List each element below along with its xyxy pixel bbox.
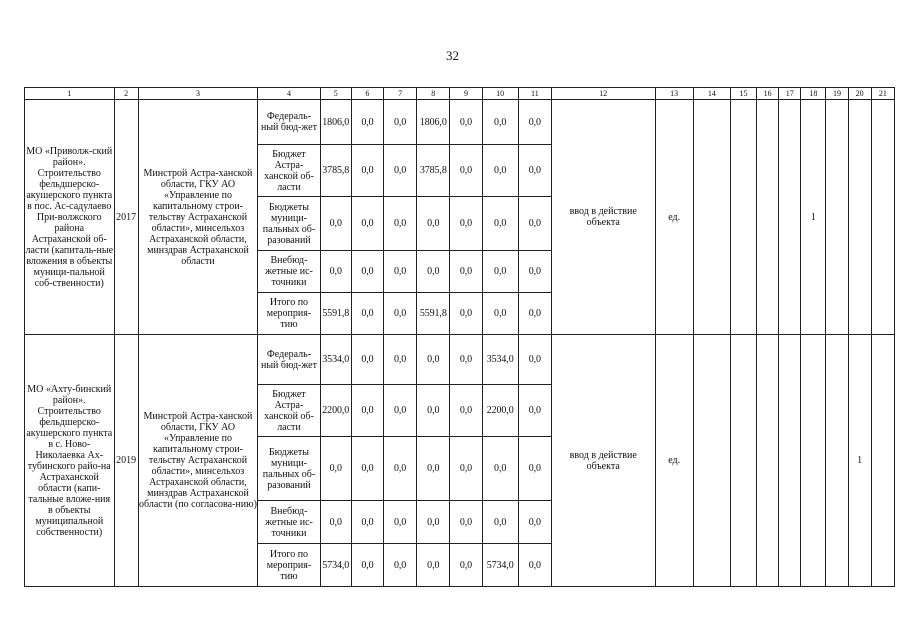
empty-cell [779, 335, 801, 587]
funding-value: 0,0 [351, 501, 383, 544]
funding-value: 0,0 [384, 145, 417, 197]
empty-cell [757, 100, 779, 335]
measure-year: 2017 [114, 100, 138, 335]
column-header: 8 [417, 88, 450, 100]
column-header: 17 [779, 88, 801, 100]
empty-cell [801, 335, 826, 587]
funding-value: 0,0 [320, 437, 351, 501]
funding-value: 2200,0 [320, 385, 351, 437]
column-header: 20 [848, 88, 871, 100]
funding-value: 0,0 [351, 335, 383, 385]
column-header: 13 [655, 88, 693, 100]
funding-value: 0,0 [417, 335, 450, 385]
indicator-value: 1 [848, 335, 871, 587]
funding-value: 0,0 [450, 335, 482, 385]
funding-value: 3785,8 [320, 145, 351, 197]
column-header: 3 [138, 88, 258, 100]
empty-cell [826, 335, 848, 587]
funding-value: 0,0 [518, 145, 551, 197]
funding-value: 0,0 [384, 335, 417, 385]
result-indicator: ввод в действие объекта [551, 100, 655, 335]
column-header: 14 [693, 88, 730, 100]
funding-value: 0,0 [320, 197, 351, 251]
table-body [25, 88, 895, 587]
funding-value: 0,0 [351, 145, 383, 197]
column-header: 7 [384, 88, 417, 100]
column-header: 18 [801, 88, 826, 100]
funding-source: Бюджеты муници-пальных об-разований [258, 197, 320, 251]
funding-value: 0,0 [450, 100, 482, 145]
funding-value: 0,0 [417, 544, 450, 587]
funding-value: 0,0 [482, 197, 518, 251]
funding-value: 0,0 [417, 197, 450, 251]
funding-value: 0,0 [351, 197, 383, 251]
unit-of-measure: ед. [655, 100, 693, 335]
funding-value: 0,0 [450, 544, 482, 587]
funding-source: Бюджеты муници-пальных об-разований [258, 437, 320, 501]
funding-value: 0,0 [384, 437, 417, 501]
funding-value: 0,0 [482, 501, 518, 544]
funding-source: Итого по мероприя-тию [258, 544, 320, 587]
funding-value: 0,0 [518, 293, 551, 335]
empty-cell [871, 335, 894, 587]
column-header: 10 [482, 88, 518, 100]
measure-name: МО «Ахту-бинский район». Строительство фельдшерско-акушерского пункта в с. Ново-Николаевка Ах-тубинского райо-на Астраханской области (капи-тальные вложе-ния в объекты муниципальной собственности) [25, 335, 115, 587]
funding-value: 0,0 [450, 385, 482, 437]
funding-source: Итого по мероприя-тию [258, 293, 320, 335]
funding-value: 3534,0 [320, 335, 351, 385]
funding-value: 0,0 [518, 501, 551, 544]
funding-value: 0,0 [320, 501, 351, 544]
funding-source: Бюджет Астра-ханской об-ласти [258, 385, 320, 437]
funding-value: 0,0 [518, 251, 551, 293]
empty-cell [826, 100, 848, 335]
funding-value: 0,0 [351, 385, 383, 437]
funding-value: 0,0 [518, 335, 551, 385]
column-header: 21 [871, 88, 894, 100]
empty-cell [871, 100, 894, 335]
column-header: 12 [551, 88, 655, 100]
column-header: 9 [450, 88, 482, 100]
table-row [25, 335, 895, 385]
funding-source: Бюджет Астра-ханской об-ласти [258, 145, 320, 197]
funding-source: Внебюд-жетные ис-точники [258, 501, 320, 544]
funding-value: 0,0 [351, 437, 383, 501]
header-row [25, 88, 895, 100]
funding-value: 1806,0 [417, 100, 450, 145]
funding-value: 0,0 [482, 145, 518, 197]
funding-value: 0,0 [482, 437, 518, 501]
funding-value: 3534,0 [482, 335, 518, 385]
funding-value: 0,0 [384, 100, 417, 145]
funding-value: 0,0 [320, 251, 351, 293]
column-header: 11 [518, 88, 551, 100]
column-header: 16 [757, 88, 779, 100]
funding-value: 0,0 [417, 501, 450, 544]
funding-value: 0,0 [450, 437, 482, 501]
indicator-value: 1 [801, 100, 826, 335]
column-header: 4 [258, 88, 320, 100]
responsible-executors: Минстрой Астра-ханской области, ГКУ АО «Управление по капитальному строи-тельству Астраханской области», минсельхоз Астраханской области, минздрав Астраханской области [138, 100, 258, 335]
funding-value: 0,0 [384, 501, 417, 544]
funding-value: 0,0 [384, 197, 417, 251]
funding-value: 0,0 [518, 385, 551, 437]
funding-value: 0,0 [518, 100, 551, 145]
program-table [24, 87, 895, 587]
funding-value: 0,0 [450, 251, 482, 293]
funding-value: 0,0 [384, 251, 417, 293]
empty-cell [757, 335, 779, 587]
funding-value: 0,0 [351, 293, 383, 335]
funding-value: 0,0 [518, 544, 551, 587]
empty-cell [693, 335, 730, 587]
funding-value: 5734,0 [320, 544, 351, 587]
empty-cell [730, 335, 756, 587]
column-header: 2 [114, 88, 138, 100]
table-row [25, 100, 895, 145]
measure-year: 2019 [114, 335, 138, 587]
funding-value: 0,0 [384, 544, 417, 587]
empty-cell [693, 100, 730, 335]
funding-value: 0,0 [351, 544, 383, 587]
funding-source: Федераль-ный бюд-жет [258, 100, 320, 145]
column-header: 15 [730, 88, 756, 100]
funding-value: 0,0 [518, 197, 551, 251]
empty-cell [779, 100, 801, 335]
page-number: 32 [446, 48, 459, 63]
funding-value: 0,0 [450, 145, 482, 197]
funding-source: Внебюд-жетные ис-точники [258, 251, 320, 293]
funding-value: 5591,8 [320, 293, 351, 335]
funding-value: 0,0 [450, 197, 482, 251]
funding-value: 0,0 [450, 501, 482, 544]
funding-value: 3785,8 [417, 145, 450, 197]
funding-value: 0,0 [450, 293, 482, 335]
funding-value: 0,0 [384, 293, 417, 335]
funding-value: 0,0 [482, 293, 518, 335]
funding-value: 0,0 [482, 251, 518, 293]
funding-value: 0,0 [384, 385, 417, 437]
funding-value: 0,0 [417, 437, 450, 501]
empty-cell [730, 100, 756, 335]
result-indicator: ввод в действие объекта [551, 335, 655, 587]
column-header: 6 [351, 88, 383, 100]
funding-value: 0,0 [351, 251, 383, 293]
column-header: 19 [826, 88, 848, 100]
funding-value: 5591,8 [417, 293, 450, 335]
column-header: 5 [320, 88, 351, 100]
column-header: 1 [25, 88, 115, 100]
funding-source: Федераль-ный бюд-жет [258, 335, 320, 385]
funding-value: 1806,0 [320, 100, 351, 145]
funding-value: 0,0 [417, 251, 450, 293]
measure-name: МО «Приволж-ский район». Строительство фельдшерско-акушерского пункта в пос. Ас-садулаево При-волжского района Астраханской об-ласти (капиталь-ные вложения в объекты муници-пальной соб-ственности) [25, 100, 115, 335]
funding-value: 0,0 [518, 437, 551, 501]
funding-value: 0,0 [351, 100, 383, 145]
responsible-executors: Минстрой Астра-ханской области, ГКУ АО «Управление по капитальному строи-тельству Астраханской области», минсельхоз Астраханской области, минздрав Астраханской области (по согласова-нию) [138, 335, 258, 587]
funding-value: 0,0 [482, 100, 518, 145]
funding-value: 0,0 [417, 385, 450, 437]
funding-value: 2200,0 [482, 385, 518, 437]
unit-of-measure: ед. [655, 335, 693, 587]
empty-cell [848, 100, 871, 335]
funding-value: 5734,0 [482, 544, 518, 587]
